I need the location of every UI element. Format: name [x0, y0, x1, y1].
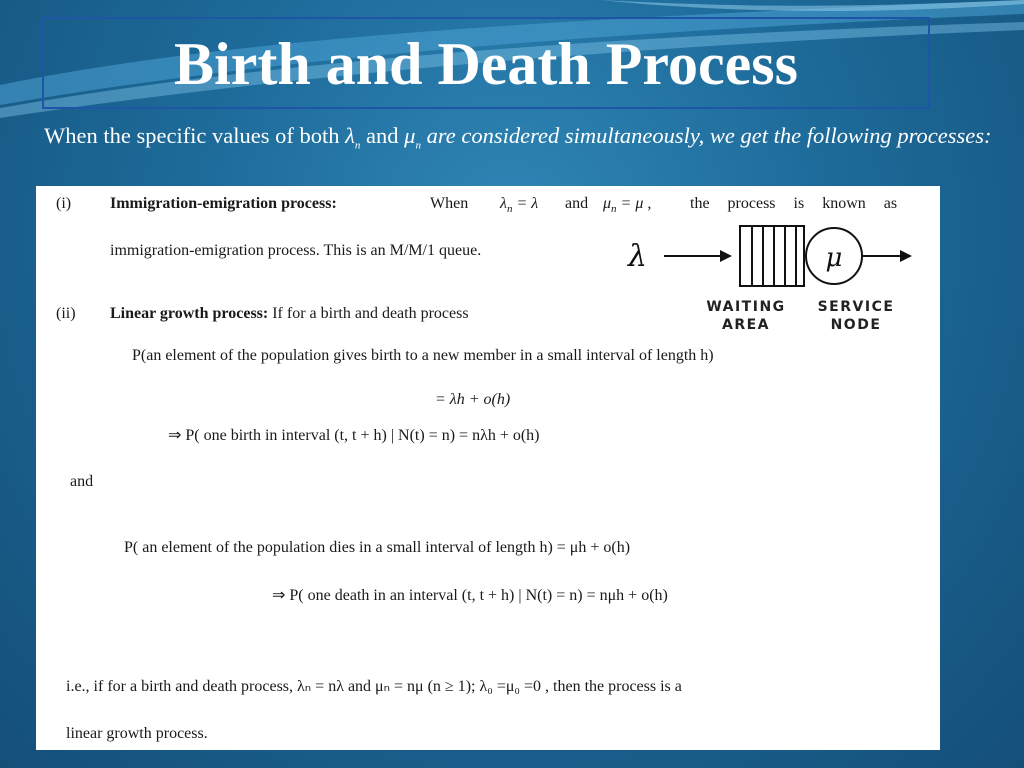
item1-when: When: [430, 195, 469, 212]
service-node-label: [806, 298, 906, 334]
item1-lambda: λ: [500, 195, 507, 212]
intro-text-2: are considered simultaneously, we get the following processes:: [420, 123, 992, 148]
item1-mu-rest: = μ ,: [616, 195, 652, 212]
slide-title: Birth and Death Process: [174, 31, 798, 97]
item1-mu-eq: [603, 194, 651, 219]
item1-mu-sub: n: [611, 203, 617, 216]
queue-mu: μ: [825, 243, 843, 273]
item1-known-as: the process is known as: [690, 195, 898, 212]
intro-text-1: When the specific values of both: [44, 123, 346, 148]
item2-heading: Linear growth process:: [110, 305, 269, 322]
item1-and: and: [565, 195, 589, 212]
intro-lambda: λ: [345, 123, 355, 148]
birth-equation: = λh + o(h): [435, 391, 511, 408]
item1-line2: immigration-emigration process. This is an M/M/1 queue.: [110, 242, 482, 259]
arrow-out-head: [900, 250, 912, 262]
service-label-1: SERVICE: [817, 299, 895, 315]
death-probability-line: P( an element of the population dies in a small interval of length h) = μh + o(h): [124, 539, 631, 556]
intro-paragraph: [44, 119, 1004, 163]
queue-graphic: [620, 218, 920, 298]
waiting-label-2: AREA: [721, 317, 770, 333]
item1-lambda-eq: [500, 194, 538, 219]
item1-number: (i): [56, 195, 72, 212]
queue-lambda: λ: [628, 239, 648, 274]
intro-and: and: [360, 123, 405, 148]
arrow-in-head: [720, 250, 732, 262]
intro-mu-sub: n: [415, 139, 421, 152]
waiting-label-1: WAITING: [706, 299, 786, 315]
and-word: and: [70, 473, 94, 490]
item1-heading: Immigration-emigration process:: [110, 195, 337, 212]
one-birth-line: ⇒ P( one birth in interval (t, t + h) | N(t) = n) = nλh + o(h): [168, 427, 540, 444]
birth-probability-line: P(an element of the population gives birth to a new member in a small interval of length h): [132, 347, 714, 364]
conclusion-line-1: i.e., if for a birth and death process, λₙ = nλ and μₙ = nμ (n ≥ 1); λ₀ =μ₀ =0 , then the process is a: [66, 678, 682, 695]
item2-intro: [110, 304, 469, 324]
item1-lambda-sub: n: [506, 203, 513, 216]
content-panel-bottom: [36, 418, 940, 750]
one-death-line: ⇒ P( one death in an interval (t, t + h) | N(t) = n) = nμh + o(h): [272, 587, 668, 604]
waiting-buffer: [740, 226, 804, 286]
item1-lambda-rest: = λ: [512, 195, 539, 212]
service-label-2: NODE: [830, 317, 882, 333]
intro-lambda-sub: n: [354, 139, 361, 152]
item1-mu: μ: [603, 195, 612, 212]
intro-mu: μ: [404, 123, 416, 148]
item2-heading-rest: If for a birth and death process: [268, 305, 469, 322]
conclusion-line-2: linear growth process.: [66, 725, 208, 742]
mm1-queue-diagram: [620, 218, 920, 338]
item2-number: (ii): [56, 305, 76, 322]
waiting-area-label: [686, 298, 806, 334]
